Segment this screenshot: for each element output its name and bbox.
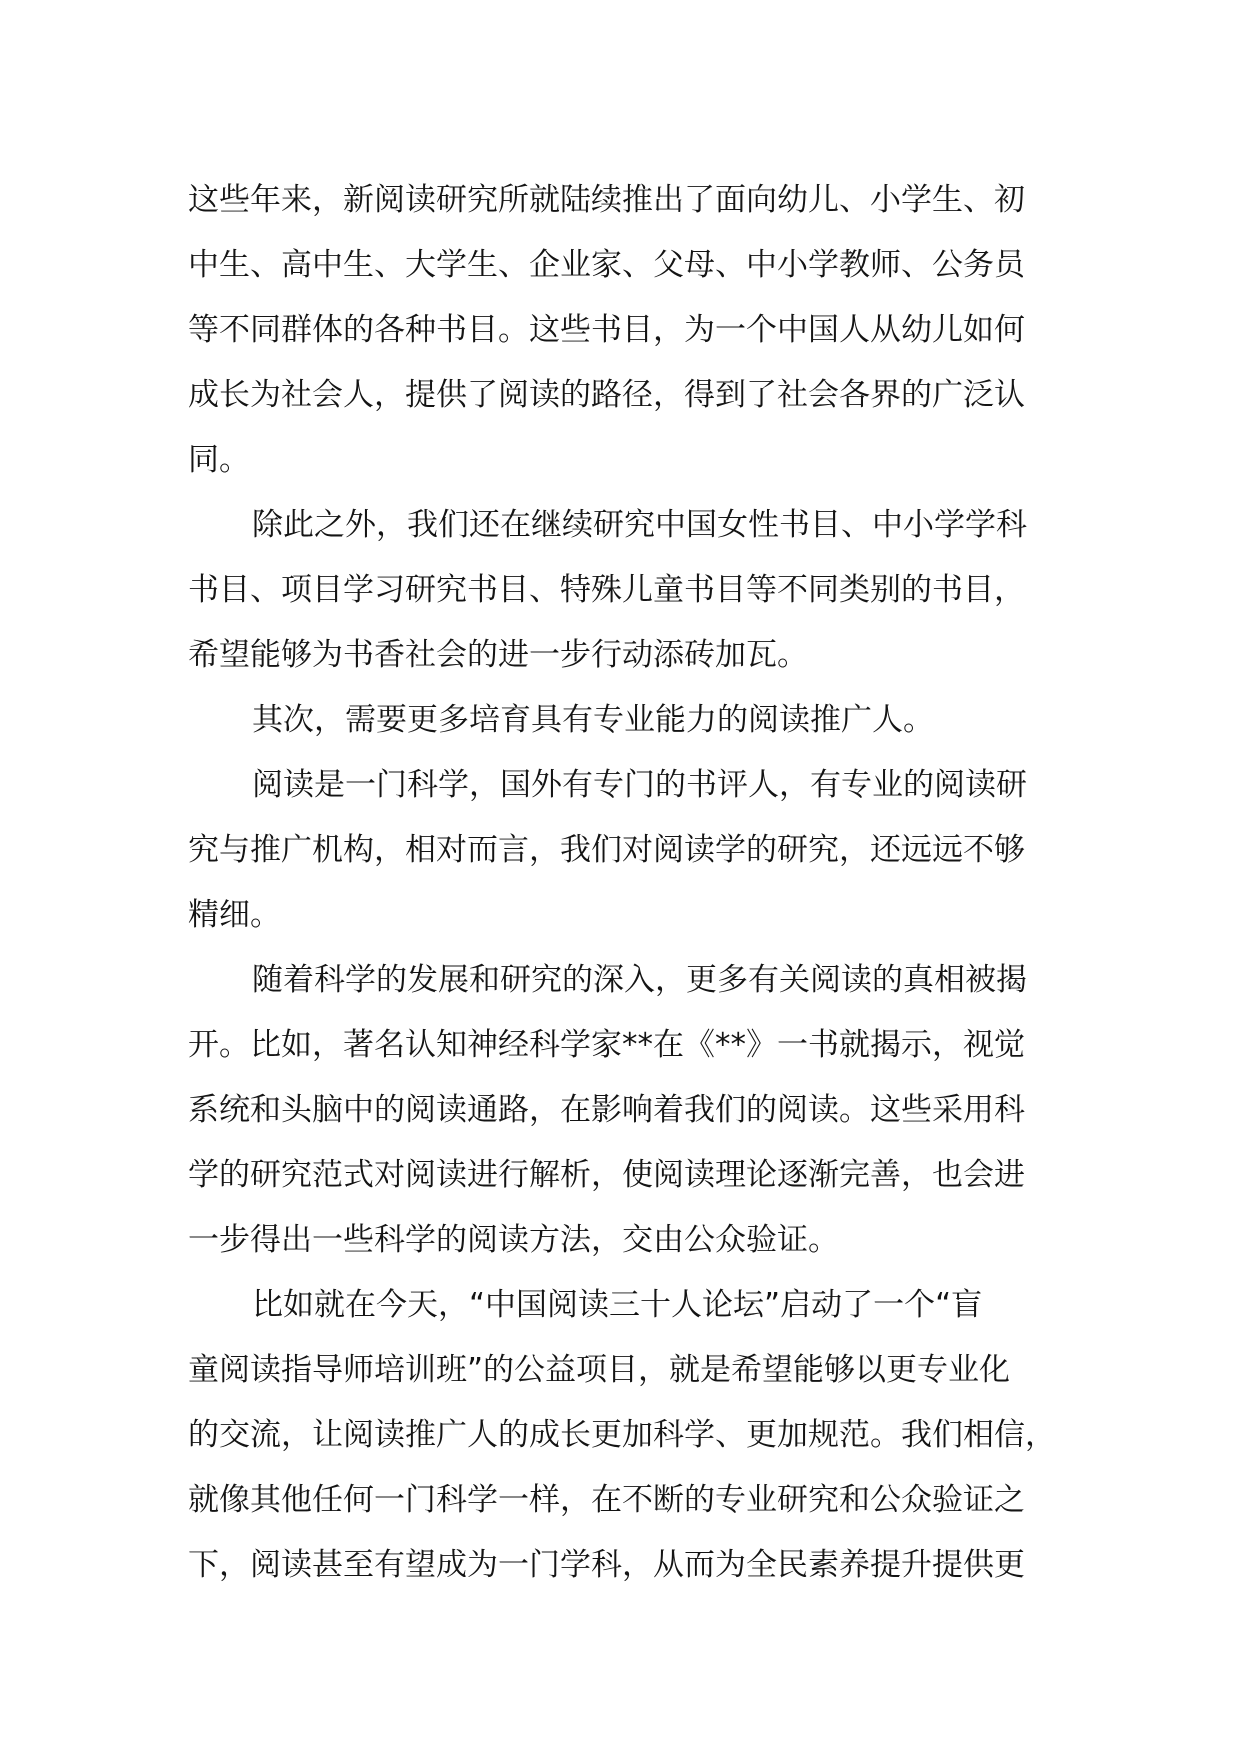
- text-line: 中生、高中生、大学生、企业家、父母、中小学教师、公务员: [188, 247, 1025, 283]
- text-line: 精细。: [188, 897, 281, 933]
- text-line: 比如就在今天，“中国阅读三十人论坛”启动了一个“盲: [252, 1287, 983, 1323]
- text-line: 书目、项目学习研究书目、特殊儿童书目等不同类别的书目，: [188, 572, 1025, 608]
- text-line: 除此之外，我们还在继续研究中国女性书目、中小学学科: [252, 507, 1027, 543]
- text-line: 系统和头脑中的阅读通路，在影响着我们的阅读。这些采用科: [188, 1092, 1025, 1128]
- text-line: 究与推广机构，相对而言，我们对阅读学的研究，还远远不够: [188, 832, 1025, 868]
- text-line: 阅读是一门科学，国外有专门的书评人，有专业的阅读研: [252, 767, 1027, 803]
- text-line: 希望能够为书香社会的进一步行动添砖加瓦。: [188, 637, 808, 673]
- text-line: 随着科学的发展和研究的深入，更多有关阅读的真相被揭: [252, 962, 1027, 998]
- text-line: 的交流，让阅读推广人的成长更加科学、更加规范。我们相信，: [188, 1417, 1056, 1453]
- text-line: 这些年来，新阅读研究所就陆续推出了面向幼儿、小学生、初: [188, 182, 1025, 218]
- text-line: 等不同群体的各种书目。这些书目，为一个中国人从幼儿如何: [188, 312, 1025, 348]
- text-line: 下，阅读甚至有望成为一门学科，从而为全民素养提升提供更: [188, 1547, 1025, 1583]
- text-line: 就像其他任何一门科学一样，在不断的专业研究和公众验证之: [188, 1482, 1025, 1518]
- text-line: 其次，需要更多培育具有专业能力的阅读推广人。: [252, 702, 934, 738]
- text-line: 开。比如，著名认知神经科学家**在《**》一书就揭示，视觉: [188, 1027, 1025, 1063]
- body-text: [188, 168, 1088, 1598]
- text-line: 童阅读指导师培训班”的公益项目，就是希望能够以更专业化: [188, 1352, 1011, 1388]
- text-line: 学的研究范式对阅读进行解析，使阅读理论逐渐完善，也会进: [188, 1157, 1025, 1193]
- text-line: 同。: [188, 442, 250, 478]
- text-line: 一步得出一些科学的阅读方法，交由公众验证。: [188, 1222, 839, 1258]
- text-line: 成长为社会人，提供了阅读的路径，得到了社会各界的广泛认: [188, 377, 1025, 413]
